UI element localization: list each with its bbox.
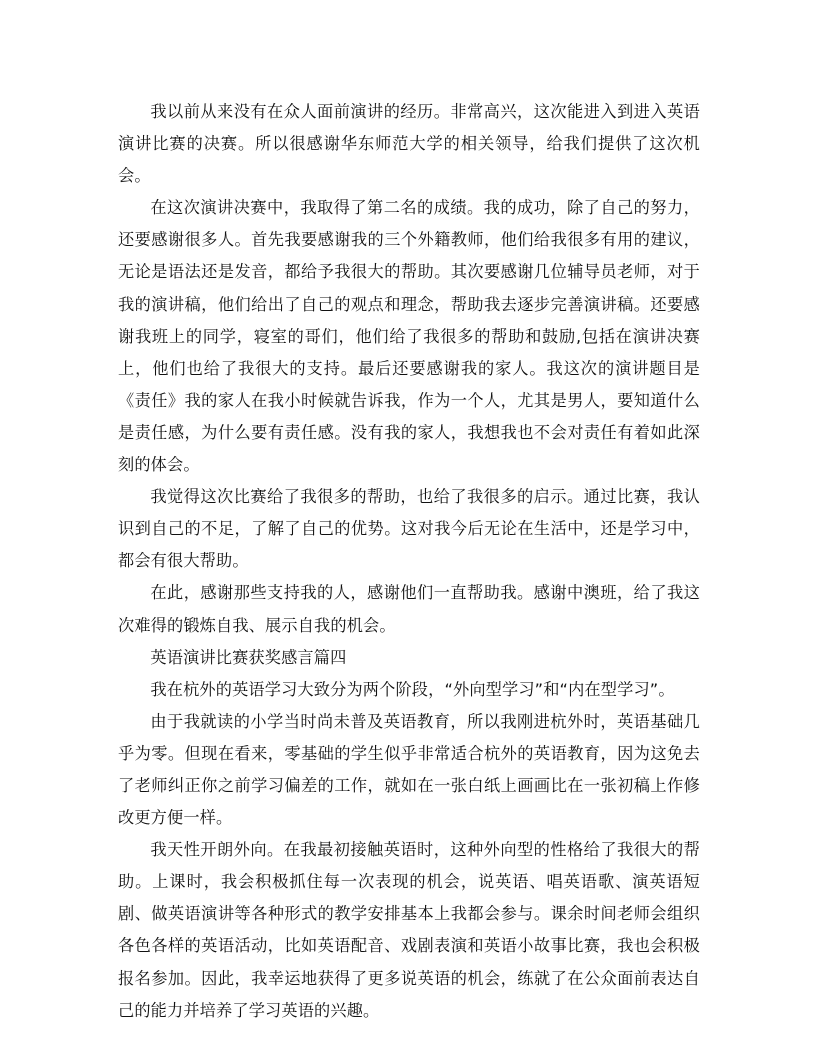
section-heading: 英语演讲比赛获奖感言篇四 [150, 647, 347, 667]
document-page [118, 96, 700, 1027]
paragraph-extroverted-learning: 我天性开朗外向。在我最初接触英语时，这种外向型的性格给了我很大的帮助。上课时，我会积极抓住每一次表现的机会，说英语、唱英语歌、演英语短剧、做英语演讲等各种形式的教学安排基本上我都会参与。课余时间老师会组织各色各样的英语活动，比如英语配音、戏剧表演和英语小故事比赛，我也会积极报名参加。因此，我幸运地获得了更多说英语的机会，练就了在公众面前表达自己的能力并培养了学习英语的兴趣。 [118, 840, 700, 1020]
paragraph-speech-intro: 我以前从来没有在众人面前演讲的经历。非常高兴，这次能进入到进入英语演讲比赛的决赛。所以很感谢华东师范大学的相关领导，给我们提供了这次机会。 [118, 102, 700, 186]
paragraph-closing-thanks: 在此，感谢那些支持我的人，感谢他们一直帮助我。感谢中澳班，给了我这次难得的锻炼自我、展示自我的机会。 [118, 583, 700, 635]
paragraph-zero-foundation: 由于我就读的小学当时尚未普及英语教育，所以我刚进杭外时，英语基础几乎为零。但现在看来，零基础的学生似乎非常适合杭外的英语教育，因为这免去了老师纠正你之前学习偏差的工作，就如在一张白纸上画画比在一张初稿上作修改更方便一样。 [118, 711, 700, 828]
paragraph-learning-stages: 我在杭外的英语学习大致分为两个阶段，“外向型学习”和“内在型学习”。 [150, 679, 675, 699]
paragraph-thanks: 在这次演讲决赛中，我取得了第二名的成绩。我的成功，除了自己的努力，还要感谢很多人。首先我要感谢我的三个外籍教师，他们给我很多有用的建议，无论是语法还是发音，都给予我很大的帮助。其次要感谢几位辅导员老师，对于我的演讲稿，他们给出了自己的观点和理念，帮助我去逐步完善演讲稿。还要感谢我班上的同学，寝室的哥们，他们给了我很多的帮助和鼓励,包括在演讲决赛上，他们也给了我很大的支持。最后还要感谢我的家人。我这次的演讲题目是《责任》我的家人在我小时候就告诉我，作为一个人，尤其是男人，要知道什么是责任感，为什么要有责任感。没有我的家人，我想我也不会对责任有着如此深刻的体会。 [118, 198, 700, 475]
paragraph-reflection: 我觉得这次比赛给了我很多的帮助，也给了我很多的启示。通过比赛，我认识到自己的不足，了解了自己的优势。这对我今后无论在生活中，还是学习中，都会有很大帮助。 [118, 487, 700, 571]
